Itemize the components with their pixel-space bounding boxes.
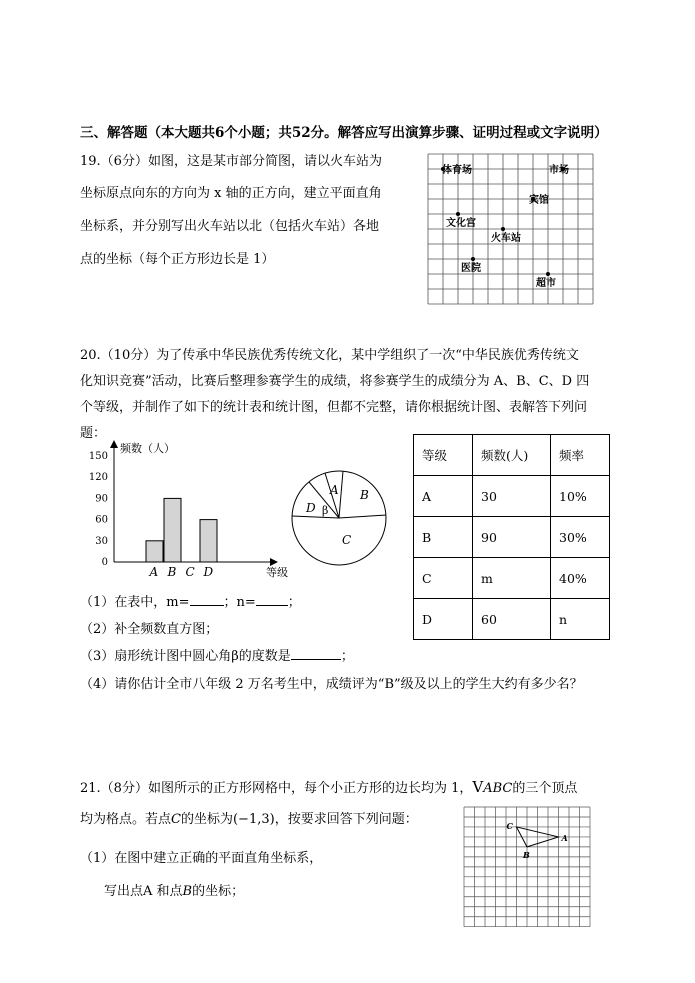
q20-sub-1-text-c: ； [287,595,301,610]
q20-sub-1-text-b: ；n= [223,595,256,610]
q20-line-1: 20.（10分）为了传承中华民族优秀传统文化，某中学组织了一次“中华民族优秀传统文 [80,348,579,363]
vertex-label-b: B [523,849,530,860]
q19-line-4: 点的坐标（每个正方形边长是 1） [80,252,275,267]
q20-sub-1 [80,591,301,610]
point-c-label: C [171,812,181,827]
map-place-label: 火车站 [491,233,521,244]
answer-blank-n[interactable] [256,593,288,606]
beta-symbol: β [231,649,239,664]
point-b-label: B [182,884,193,899]
y-tick-label: 60 [95,514,108,526]
q21-sub-1: （1）在图中建立正确的平面直角坐标系， [80,851,323,866]
table-row [414,517,610,558]
bar-d [200,520,217,562]
city-map-grid [426,152,596,306]
table-cell: 40% [551,558,610,599]
q21-line-2-text-a: 均为格点。若点 [80,812,172,827]
q21-sub-1b-text-a: 写出点A 和点 [104,884,183,899]
bar-a [146,541,163,562]
y-tick-label: 30 [95,535,108,547]
table-row [414,476,610,517]
pie-label-beta: β [322,504,329,517]
map-place-dot [546,272,550,276]
x-category-label: C [185,565,195,579]
vertex-label-a: A [561,832,568,843]
q21-line-1-text-a: 21.（8分）如图所示的正方形网格中，每个小正方形的边长均为 1， [80,781,473,796]
q20-sub-3 [80,645,354,664]
q21-line-2 [80,808,418,827]
frequency-histogram [80,436,300,581]
pie-label-a: A [330,483,339,497]
pie-label-c: C [342,533,352,547]
y-tick-label: 0 [101,557,108,568]
table-cell: n [551,599,610,640]
bar-b [164,498,181,562]
table-cell: B [414,517,473,558]
table-cell: A [414,476,473,517]
q20-sub-4: （4）请你估计全市八年级 2 万名考生中，成绩评为“B”级及以上的学生大约有多少名？ [80,677,583,692]
table-header-cell: 等级 [414,435,473,476]
q20-sub-3-text-c: ； [340,649,354,664]
x-category-label: A [149,565,159,579]
triangle-grid [463,806,593,928]
map-place-label: 体育场 [442,165,472,176]
table-cell: 90 [473,517,551,558]
q21-line-2-text-d: ，按要求回答下列问题： [274,812,418,827]
q20-sub-3-text-a: （3）扇形统计图中圆心角 [80,649,232,664]
table-cell: 10% [551,476,610,517]
table-cell: C [414,558,473,599]
y-tick-label: 90 [95,493,108,505]
map-place-label: 文化宫 [446,218,476,229]
section-title: 三、解答题（本大题共6个小题；共52分。解答应写出演算步骤、证明过程或文字说明） [80,125,608,141]
map-place-label: 超市 [536,278,556,289]
triangle-abc-label: ABC [483,781,513,796]
pie-label-d: D [306,501,316,515]
y-tick-label: 150 [88,451,108,462]
pie-divider-bc [339,515,386,518]
q20-sub-3-text-b: 的度数是 [238,649,291,664]
y-axis-label: 频数（人） [120,442,175,455]
q19-line-3: 坐标系，并分别写出火车站以北（包括火车站）各地 [80,219,380,234]
pie-label-b: B [360,488,369,502]
table-cell: D [414,599,473,640]
map-place-label: 医院 [461,263,481,274]
q19-line-1: 19.（6分）如图，这是某市部分简图，请以火车站为 [80,154,382,169]
pie-chart [290,468,390,568]
table-row [414,435,610,476]
pie-divider-cd [292,516,339,518]
q20-sub-1-text-a: （1）在表中，m= [80,595,190,610]
map-place-label: 市场 [549,165,569,176]
q20-line-2: 化知识竞赛”活动，比赛后整理参赛学生的成绩，将参赛学生的成绩分为 A、B、C、D 四 [80,374,590,389]
table-header-cell: 频率 [551,435,610,476]
map-place-dot [471,257,475,261]
answer-blank-m[interactable] [190,593,224,606]
point-c-coordinate: (−1,3) [232,812,275,827]
table-cell: 30 [473,476,551,517]
table-cell: m [473,558,551,599]
q20-line-4: 题： [80,426,107,441]
q20-sub-2: （2）补全频数直方图； [80,622,219,637]
q21-sub-1b [104,880,244,899]
map-place-dot [456,212,460,216]
y-tick-label: 120 [88,472,108,484]
x-category-label: B [167,565,177,579]
q21-line-1 [80,777,577,796]
q20-line-3: 个等级，并制作了如下的统计表和统计图，但都不完整，请你根据统计图、表解答下列问 [80,400,588,415]
table-cell: 30% [551,517,610,558]
q21-line-1-text-b: 的三个顶点 [512,781,578,796]
table-row [414,558,610,599]
triangle-symbol: V [472,778,484,796]
table-header-cell: 频数(人) [473,435,551,476]
vertex-label-c: C [506,820,513,831]
table-cell: 60 [473,599,551,640]
map-place-dot [501,227,505,231]
answer-blank-angle[interactable] [291,647,341,660]
q19-line-2: 坐标原点向东的方向为 x 轴的正方向，建立平面直角 [80,186,382,201]
table-row [414,599,610,640]
x-category-label: D [203,565,214,579]
pie-divider-ab [339,471,343,518]
frequency-table [413,434,610,640]
x-axis-label: 等级 [266,566,288,579]
q21-line-2-text-b: 的坐标为 [180,812,233,827]
q21-sub-1b-text-c: 的坐标； [192,884,245,899]
map-place-label: 宾馆 [529,195,549,206]
